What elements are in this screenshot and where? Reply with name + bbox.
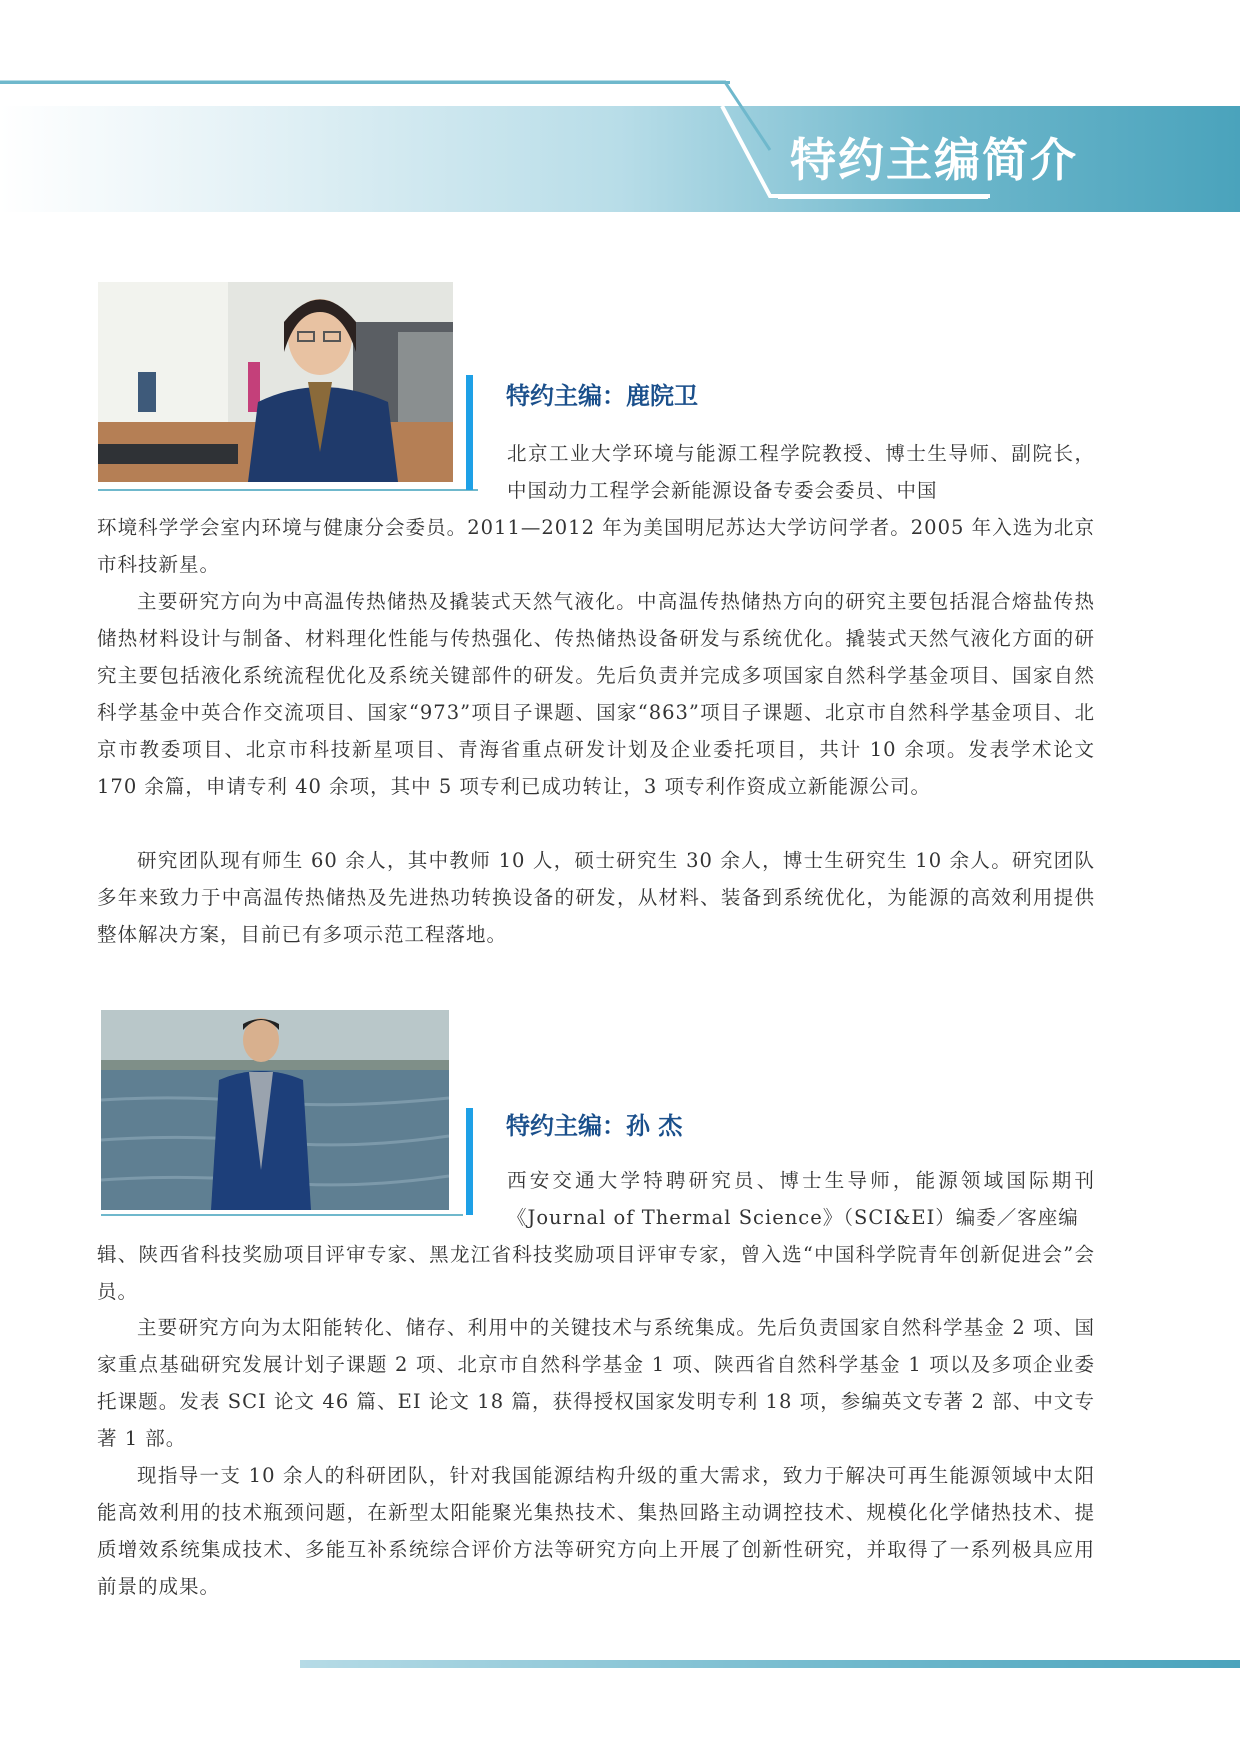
editor-intro-1 [97,435,1095,583]
page-title: 特约主编简介 [790,133,1078,187]
title-underline [778,194,988,199]
editor-team-1: 研究团队现有师生 60 余人，其中教师 10 人，硕士研究生 30 余人，博士生研究生 10 余人。研究团队多年来致力于中高温传热储热及先进热功转换设备的研发，从材料、装备到系统优化，为能源的高效利用提供整体解决方案，目前已有多项示范工程落地。 [97,849,1095,946]
editor-intro-2 [97,1162,1095,1310]
footer-bar [300,1660,1240,1668]
intro-line-1: 西安交通大学特聘研究员、博士生导师，能源领域国际期刊《Journal of Thermal Science》（SCI&EI）编委／客座编 [507,1169,1095,1229]
editor-research-1: 主要研究方向为中高温传热储热及撬装式天然气液化。中高温传热储热方向的研究主要包括混合熔盐传热储热材料设计与制备、材料理化性能与传热强化、传热储热设备研发与系统优化。撬装式天然气液化方面的研究主要包括液化系统流程优化及系统关键部件的研发。先后负责并完成多项国家自然科学基金项目、国家自然科学基金中英合作交流项目、国家“973”项目子课题、国家“863”项目子课题、北京市自然科学基金项目、北京市教委项目、北京市科技新星项目、青海省重点研发计划及企业委托项目，共计 10 余项。发表学术论文 170 余篇，申请专利 40 余项，其中 5 项专利已成功转让，3 项专利作资成立新能源公司。 [97,590,1095,798]
editor-heading-2: 特约主编：孙 杰 [506,1112,683,1140]
intro-line-1: 北京工业大学环境与能源工程学院教授、博士生导师、副院长，中国动力工程学会新能源设备专委会委员、中国 [507,442,1095,502]
intro-line-2: 辑、陕西省科技奖励项目评审专家、黑龙江省科技奖励项目评审专家，曾入选“中国科学院青年创新促进会”会员。 [97,1243,1095,1303]
editor-heading-1: 特约主编：鹿院卫 [506,382,698,410]
editor-team-2: 现指导一支 10 余人的科研团队，针对我国能源结构升级的重大需求，致力于解决可再生能源领域中太阳能高效利用的技术瓶颈问题，在新型太阳能聚光集热技术、集热回路主动调控技术、规模化化学储热技术、提质增效系统集成技术、多能互补系统综合评价方法等研究方向上开展了创新性研究，并取得了一系列极具应用前景的成果。 [97,1464,1095,1598]
intro-line-2: 环境科学学会室内环境与健康分会委员。2011—2012 年为美国明尼苏达大学访问学者。2005 年入选为北京市科技新星。 [97,516,1095,576]
editor-research-2: 主要研究方向为太阳能转化、储存、利用中的关键技术与系统集成。先后负责国家自然科学基金 2 项、国家重点基础研究发展计划子课题 2 项、北京市自然科学基金 1 项、陕西省自然科学基金 1 项以及多项企业委托课题。发表 SCI 论文 46 篇、EI 论文 18 篇，获得授权国家发明专利 18 项，参编英文专著 2 部、中文专著 1 部。 [97,1316,1095,1450]
